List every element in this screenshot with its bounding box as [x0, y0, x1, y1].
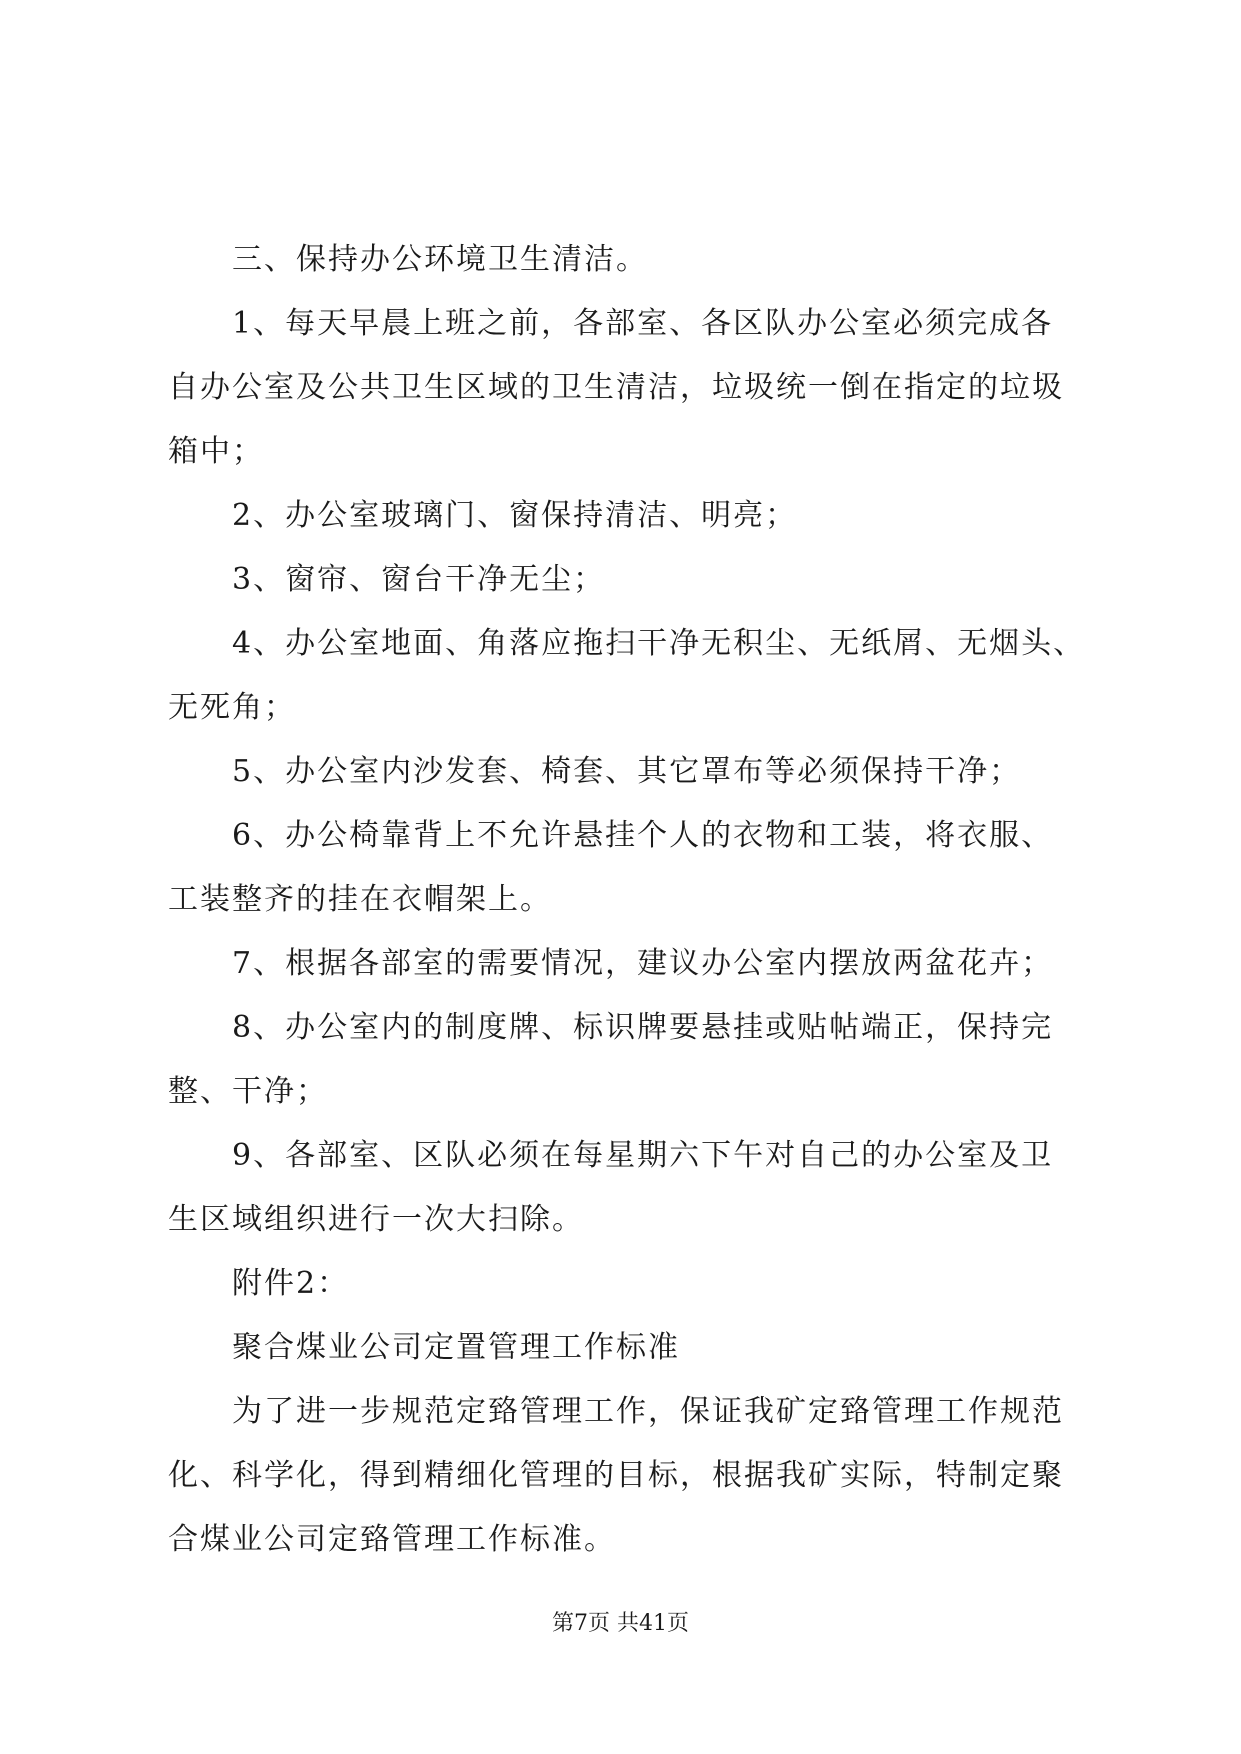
paragraph-line: 工装整齐的挂在衣帽架上。	[168, 882, 552, 917]
paragraph-line: 整、干净；	[168, 1074, 328, 1109]
paragraph-line: 自办公室及公共卫生区域的卫生清洁，垃圾统一倒在指定的垃圾	[168, 370, 1064, 405]
paragraph-line: 6、办公椅靠背上不允许悬挂个人的衣物和工装，将衣服、	[232, 818, 1054, 853]
paragraph-line: 合煤业公司定臵管理工作标准。	[168, 1522, 616, 1557]
paragraph-line: 4、办公室地面、角落应拖扫干净无积尘、无纸屑、无烟头、	[232, 626, 1086, 661]
paragraph-line: 8、办公室内的制度牌、标识牌要悬挂或贴帖端正，保持完	[232, 1010, 1054, 1045]
page-footer: 第7页 共41页	[552, 1611, 689, 1636]
paragraph-line: 9、各部室、区队必须在每星期六下午对自己的办公室及卫	[232, 1138, 1054, 1173]
paragraph-line: 3、窗帘、窗台干净无尘；	[232, 562, 606, 597]
paragraph-line: 2、办公室玻璃门、窗保持清洁、明亮；	[232, 498, 798, 533]
section-heading: 三、保持办公环境卫生清洁。	[232, 242, 648, 277]
paragraph-line: 7、根据各部室的需要情况，建议办公室内摆放两盆花卉；	[232, 946, 1054, 981]
paragraph-line: 生区域组织进行一次大扫除。	[168, 1202, 584, 1237]
paragraph-line: 化、科学化，得到精细化管理的目标，根据我矿实际，特制定聚	[168, 1458, 1064, 1493]
paragraph-line: 箱中；	[168, 434, 264, 469]
paragraph-line: 5、办公室内沙发套、椅套、其它罩布等必须保持干净；	[232, 754, 1022, 789]
attachment-title: 聚合煤业公司定置管理工作标准	[232, 1330, 680, 1365]
attachment-label: 附件2：	[232, 1266, 350, 1301]
paragraph-line: 1、每天早晨上班之前，各部室、各区队办公室必须完成各	[232, 306, 1054, 341]
paragraph-line: 为了进一步规范定臵管理工作，保证我矿定臵管理工作规范	[232, 1394, 1064, 1429]
document-body	[168, 228, 1088, 1572]
paragraph-line: 无死角；	[168, 690, 296, 725]
